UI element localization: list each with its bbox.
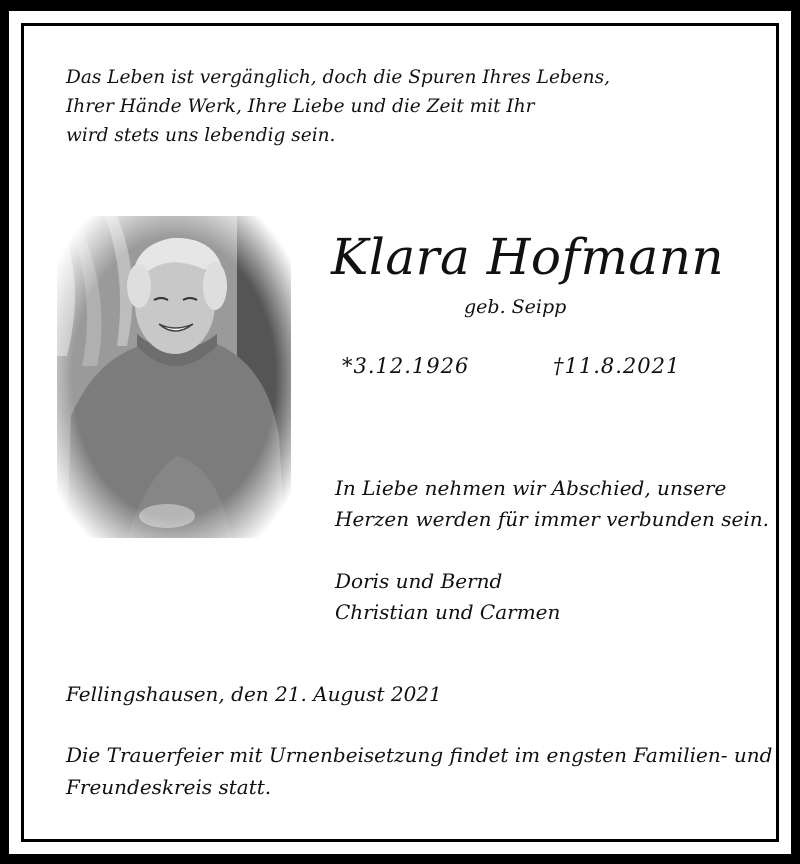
poem-line-3: wird stets uns lebendig sein. (66, 125, 336, 146)
family-line-1: Doris und Bernd (335, 569, 503, 593)
farewell-line-1: In Liebe nehmen wir Abschied, unsere (335, 476, 727, 500)
death-date: †11.8.2021 (553, 354, 681, 378)
funeral-notice (66, 739, 772, 803)
deceased-name: Klara Hofmann (331, 228, 725, 286)
family-line-2: Christian und Carmen (335, 600, 561, 624)
farewell-line-2: Herzen werden für immer verbunden sein. (335, 507, 769, 531)
closing-line-1: Die Trauerfeier mit Urnenbeisetzung findet im engsten Familien- und (66, 743, 773, 767)
closing-line-2: Freundeskreis statt. (66, 775, 272, 799)
family-names (335, 566, 560, 628)
farewell-message (335, 473, 769, 535)
portrait-illustration (57, 216, 291, 538)
poem-line-2: Ihrer Hände Werk, Ihre Liebe und die Zeit mit Ihr (66, 96, 535, 117)
place-date: Fellingshausen, den 21. August 2021 (66, 682, 442, 706)
birth-date: *3.12.1926 (342, 354, 470, 378)
poem-line-1: Das Leben ist vergänglich, doch die Spuren Ihres Lebens, (66, 67, 610, 88)
portrait-photo (57, 216, 291, 538)
maiden-name: geb. Seipp (464, 296, 567, 318)
poem (66, 63, 610, 150)
obituary-frame (9, 11, 791, 854)
